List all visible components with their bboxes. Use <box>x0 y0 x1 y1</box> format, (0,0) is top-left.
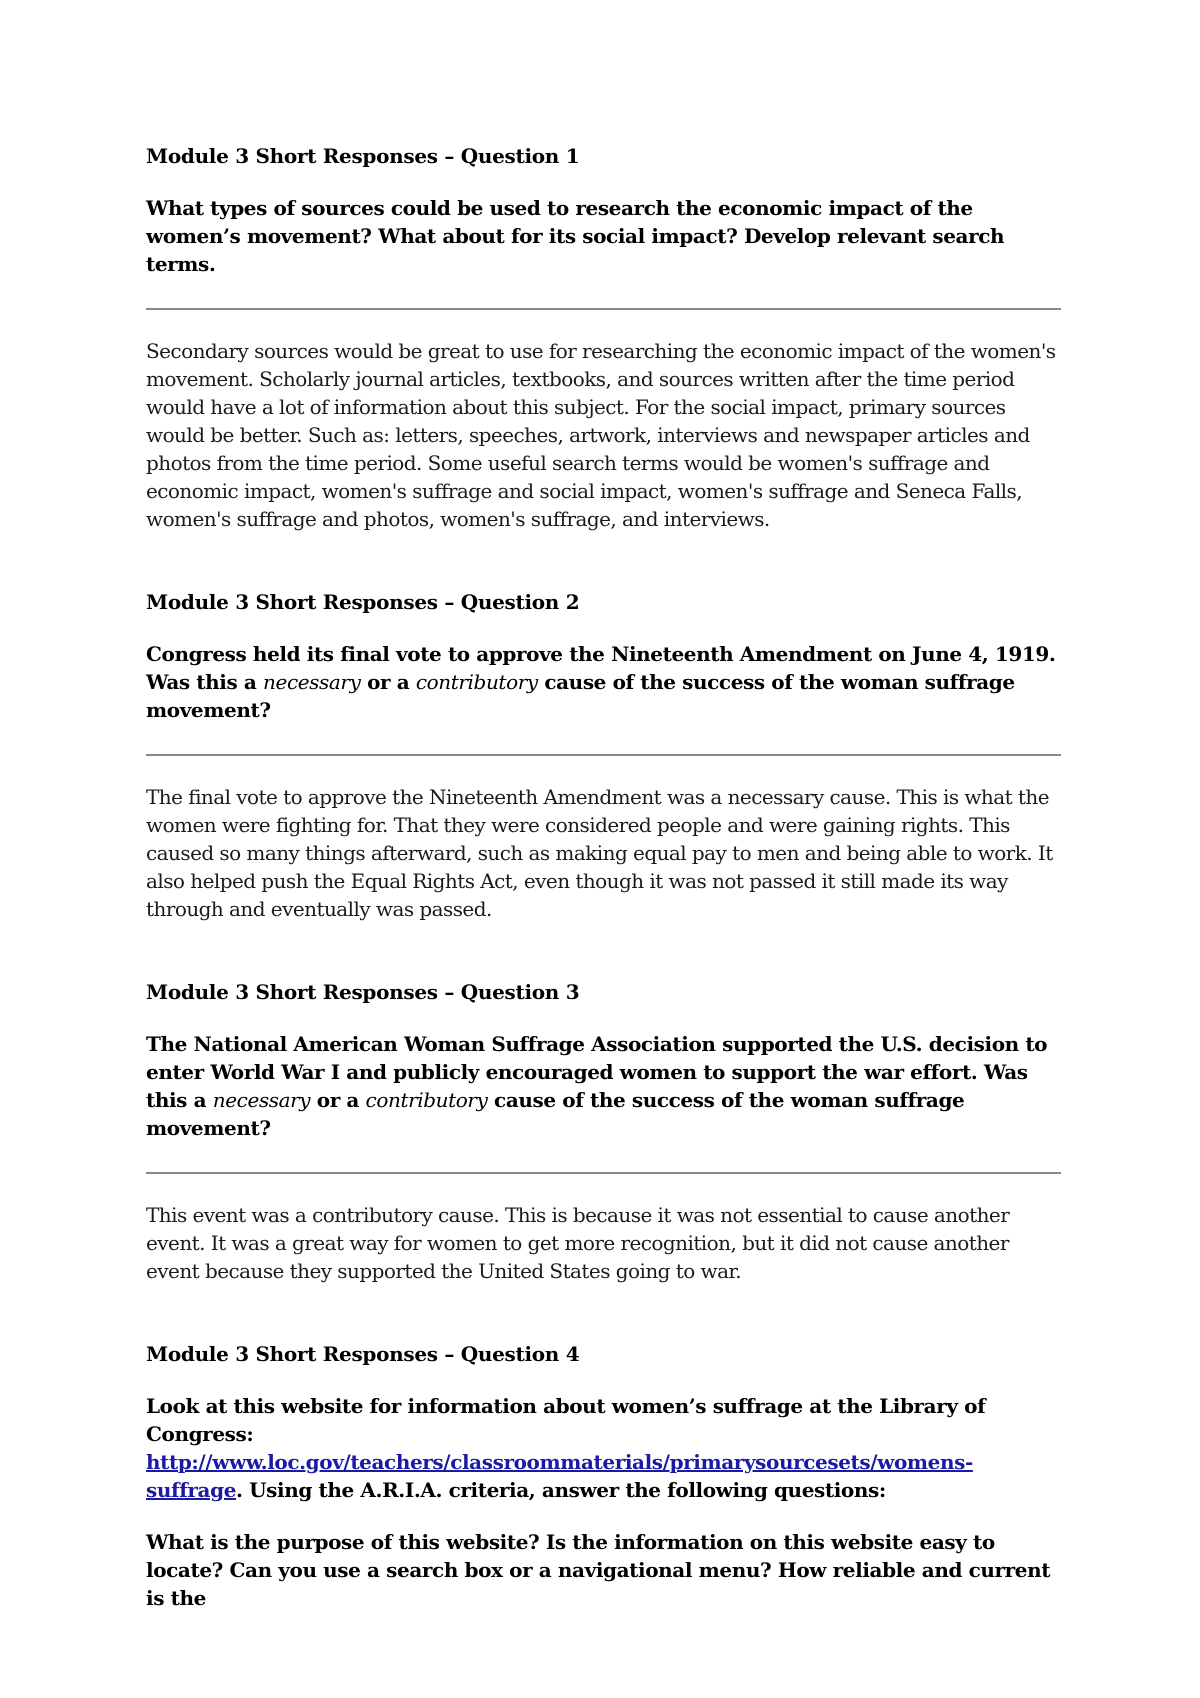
question-1-prompt: What types of sources could be used to research the economic impact of the women’s movement? What about for its social impact? Develop relevant search terms. <box>146 196 1005 276</box>
question-3-answer: This event was a contributory cause. This is because it was not essential to cause another event. It was a great way for women to get more recognition, but it did not cause another event because they supported the United States going to war. <box>146 1203 1010 1283</box>
prompt-text: Congress held its final vote to approve the Nineteenth Amendment on June 4, 1919. Was this a <box>146 642 1056 694</box>
question-3-heading: Module 3 Short Responses – Question 3 <box>146 980 580 1004</box>
prompt-text: . Using the A.R.I.A. criteria, answer the following questions: <box>236 1478 886 1502</box>
prompt-text: cause of the success of the woman suffrage movement? <box>146 670 1015 722</box>
prompt-italic-contributory: contributory <box>365 1088 488 1112</box>
prompt-italic-necessary: necessary <box>263 670 361 694</box>
question-2-prompt <box>146 640 1061 724</box>
answer-divider <box>146 1172 1061 1174</box>
prompt-text: cause of the success of the woman suffrage movement? <box>146 1088 965 1140</box>
prompt-text: Look at this website for information about women’s suffrage at the Library of Congress: <box>146 1394 986 1446</box>
answer-divider <box>146 308 1061 310</box>
question-4-heading: Module 3 Short Responses – Question 4 <box>146 1342 580 1366</box>
question-1-heading: Module 3 Short Responses – Question 1 <box>146 144 580 168</box>
document-page <box>146 142 1061 1612</box>
question-3-prompt <box>146 1030 1061 1142</box>
prompt-italic-necessary: necessary <box>212 1088 311 1112</box>
prompt-text: or a <box>310 1088 366 1112</box>
answer-divider <box>146 754 1061 756</box>
question-4-followup: What is the purpose of this website? Is the information on this website easy to locate? Can you use a search box or a navigational menu? How reliable and current is the <box>146 1530 1051 1610</box>
question-2-answer: The final vote to approve the Nineteenth Amendment was a necessary cause. This is what the women were fighting for. That they were considered people and were gaining rights. This caused so many things afterward, such as making equal pay to men and being able to work. It also helped push the Equal Rights Act, even though it was not passed it still made its way through and eventually was passed. <box>146 785 1053 921</box>
prompt-italic-contributory: contributory <box>415 670 538 694</box>
question-1-answer: Secondary sources would be great to use for researching the economic impact of the women's movement. Scholarly journal articles, textbooks, and sources written after the time period would have a lot of information about this subject. For the social impact, primary sources would be better. Such as: letters, speeches, artwork, interviews and newspaper articles and photos from the time period. Some useful search terms would be women's suffrage and economic impact, women's suffrage and social impact, women's suffrage and Seneca Falls, women's suffrage and photos, women's suffrage, and interviews. <box>146 339 1056 531</box>
prompt-text: or a <box>360 670 416 694</box>
loc-website-link[interactable]: http://www.loc.gov/teachers/classroommaterials/primarysourcesets/womens-suffrage <box>146 1450 973 1502</box>
question-4-prompt <box>146 1392 1061 1504</box>
prompt-text: The National American Woman Suffrage Association supported the U.S. decision to enter World War I and publicly encouraged women to support the war effort. Was this a <box>146 1032 1048 1112</box>
question-2-heading: Module 3 Short Responses – Question 2 <box>146 590 580 614</box>
